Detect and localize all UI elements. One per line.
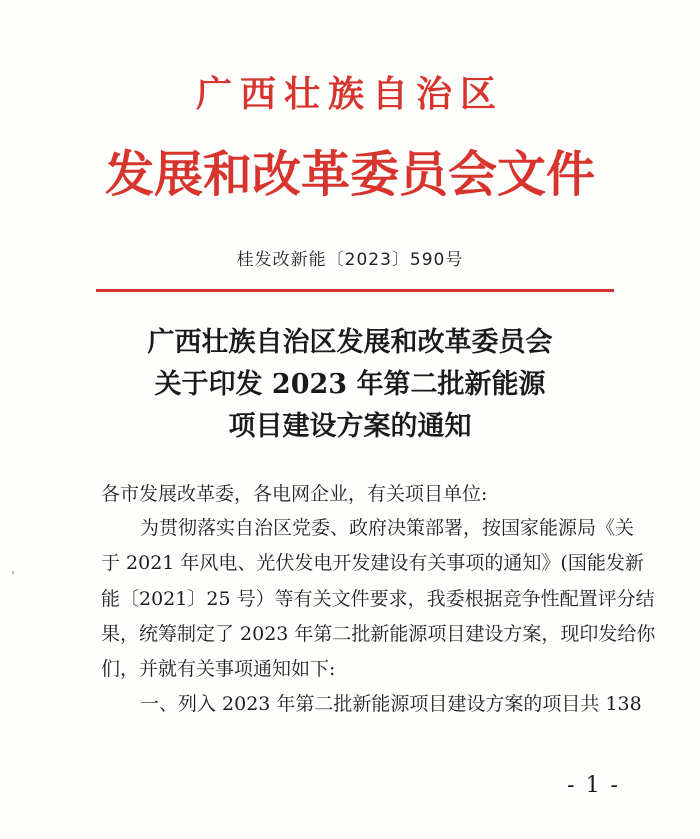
- document-title-line1: 广西壮族自治区发展和改革委员会: [147, 327, 553, 358]
- page-number: - 1 -: [567, 773, 620, 798]
- issuer-name-line2: 发展和改革委员会文件: [104, 145, 595, 203]
- paragraph-2-line-1: 一、列入 2023 年第二批新能源项目建设方案的项目共 138: [140, 693, 642, 715]
- document-title-line2: 关于印发 2023 年第二批新能源: [154, 369, 546, 400]
- issuer-name-line1: 广西壮族自治区: [195, 73, 504, 115]
- paragraph-1-line-5: 们，并就有关事项通知如下:: [101, 658, 336, 680]
- paragraph-1-line-3: 能〔2021〕25 号）等有关文件要求，我委根据竞争性配置评分结: [101, 588, 655, 610]
- document-title-line3: 项目建设方案的通知: [228, 411, 472, 442]
- red-divider-line: [96, 289, 614, 292]
- document-number: 桂发改新能〔2023〕590号: [236, 250, 464, 270]
- paragraph-1-line-4: 果，统筹制定了 2023 年第二批新能源项目建设方案，现印发给你: [101, 623, 656, 645]
- paragraph-1-line-1: 为贯彻落实自治区党委、政府决策部署，按国家能源局《关: [140, 517, 635, 539]
- salutation: 各市发展改革委，各电网企业，有关项目单位:: [101, 483, 488, 505]
- scan-speck: [12, 571, 14, 574]
- paragraph-1-line-2: 于 2021 年风电、光伏发电开发建设有关事项的通知》(国能发新: [101, 552, 644, 574]
